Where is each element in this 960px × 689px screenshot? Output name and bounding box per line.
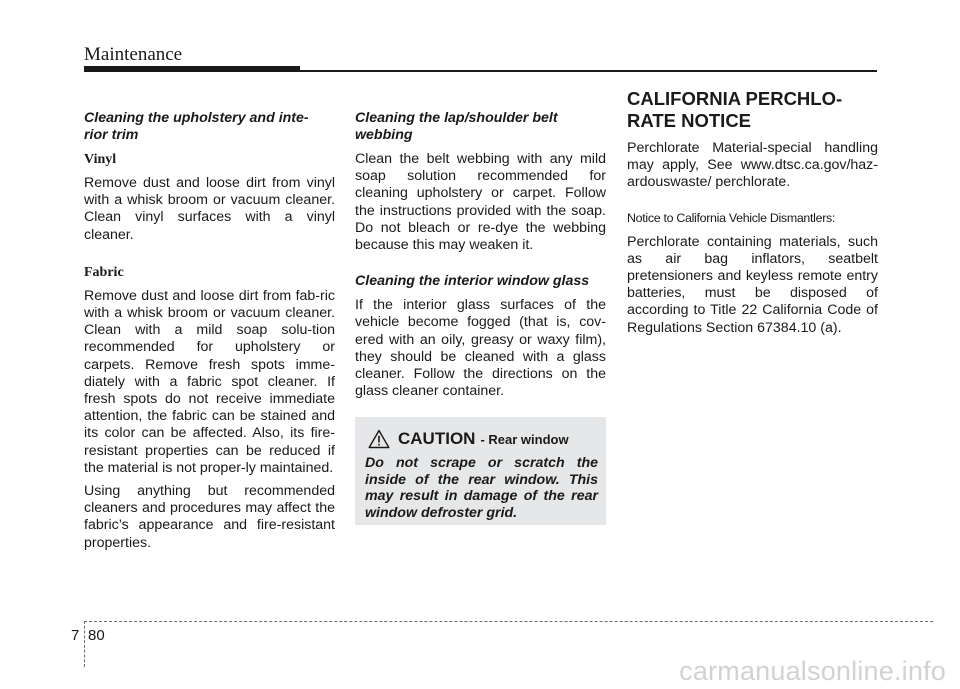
vinyl-paragraph: Remove dust and loose dirt from vinyl with a whisk broom or vacuum cleaner. Clean vinyl surfaces with a vinyl cleaner.	[84, 175, 335, 243]
header-rule-thin	[300, 70, 877, 72]
chapter-number: 7	[71, 627, 80, 644]
upholstery-heading: Cleaning the upholstery and inte- rior trim	[84, 110, 309, 143]
header-rule-thick	[84, 66, 300, 72]
page-number: 80	[88, 627, 105, 644]
fabric-label: Fabric	[84, 264, 124, 280]
perchlorate-paragraph-1: Perchlorate Material-special handling may apply, See www.dtsc.ca.gov/haz-ardouswaste/ perchlorate.	[627, 140, 878, 191]
column-middle	[355, 110, 606, 406]
dismantlers-notice-label: Notice to California Vehicle Dismantlers:	[627, 210, 836, 225]
warning-triangle-icon	[368, 429, 390, 449]
belt-webbing-heading: Cleaning the lap/shoulder belt webbing	[355, 110, 558, 143]
column-right	[627, 88, 878, 343]
watermark-text: carmanualsonline.info	[679, 656, 946, 686]
vinyl-label: Vinyl	[84, 152, 117, 167]
column-left	[84, 110, 335, 558]
belt-webbing-paragraph: Clean the belt webbing with any mild soap solution recommended for cleaning upholstery or carpet. Follow the instructions provided with the soap. Do not bleach or re-dye the webbing because this may weaken it.	[355, 151, 606, 254]
caution-subtitle: - Rear window	[480, 431, 569, 447]
section-title: Maintenance	[84, 44, 183, 65]
perchlorate-paragraph-2: Perchlorate containing materials, such as air bag inflators, seatbelt pretensioners and keyless remote entry batteries, must be disposed of according to Title 22 California Code of Regulations Section 67384.10 (a).	[627, 233, 878, 336]
fabric-paragraph-2: Using anything but recommended cleaners and procedures may affect the fabric’s appearance and fire-resistant properties.	[84, 483, 335, 551]
window-glass-paragraph: If the interior glass surfaces of the vehicle become fogged (that is, cov-ered with an oily, greasy or waxy film), they should be cleaned with a glass cleaner. Follow the directions on the glass cleaner container.	[355, 297, 606, 400]
footer-dashed-line	[84, 621, 933, 622]
caution-word: CAUTION	[398, 429, 476, 448]
footer-dashed-divider	[84, 621, 85, 667]
california-notice-title: CALIFORNIA PERCHLO- RATE NOTICE	[627, 88, 843, 131]
fabric-paragraph-1: Remove dust and loose dirt from fab-ric with a whisk broom or vacuum cleaner. Clean with a mild soap solu-tion recommended for upholstery or carpets. Remove fresh spots imme-diately with a fabric spot cleaner. If fresh spots do not receive immediate attention, the fabric can be stained and its color can be affected. Also, its fire-resistant properties can be reduced if the material is not proper-ly maintained.	[84, 287, 335, 476]
window-glass-heading: Cleaning the interior window glass	[355, 273, 590, 290]
caution-box	[355, 417, 606, 525]
caution-header	[368, 428, 598, 450]
caution-text: Do not scrape or scratch the inside of the rear window. This may result in damage of the rear window defroster grid.	[365, 455, 598, 521]
